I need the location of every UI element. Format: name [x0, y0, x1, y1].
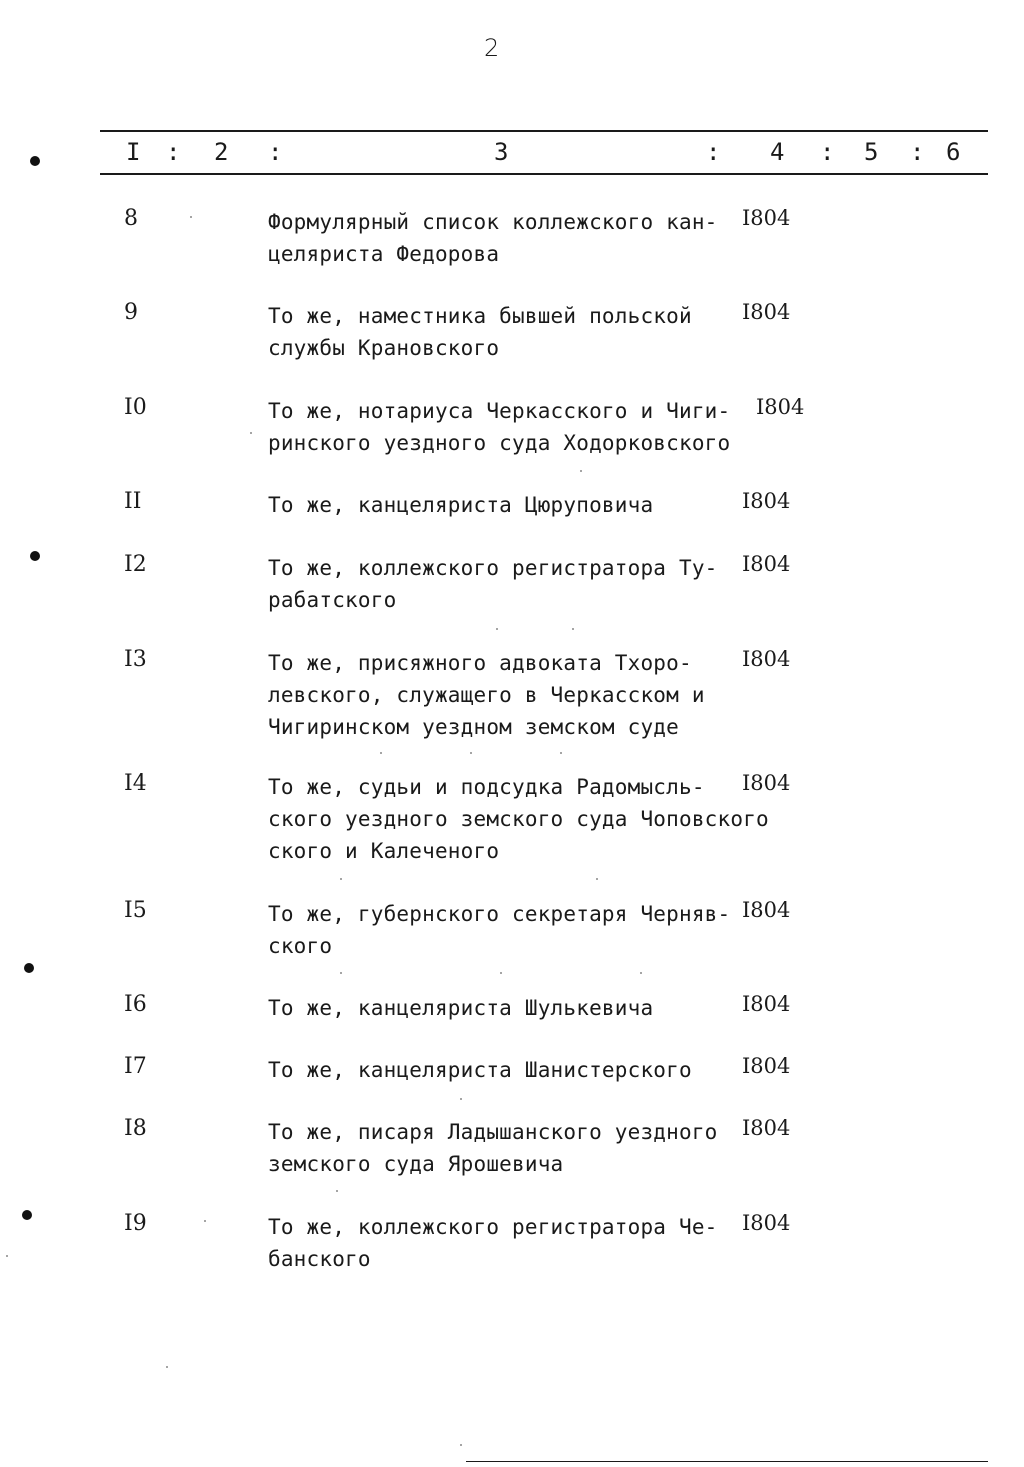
scan-speck	[470, 752, 472, 754]
row-year: I804	[742, 1054, 791, 1078]
row-number: I8	[124, 1116, 147, 1141]
scan-speck	[580, 470, 582, 472]
row-title-line: ского и Калеченого	[268, 839, 500, 863]
row-year: I804	[742, 1211, 791, 1235]
row-title-line: То же, присяжного адвоката Тхоро-	[268, 651, 692, 675]
header-separator: :	[820, 138, 835, 166]
row-year: I804	[742, 552, 791, 576]
row-title-line: Формулярный список коллежского кан-	[268, 210, 718, 234]
row-number: I4	[124, 771, 147, 796]
table-header-rule	[100, 173, 988, 175]
header-col-6: 6	[946, 138, 961, 166]
header-separator: :	[910, 138, 925, 166]
header-col-2: 2	[214, 138, 229, 166]
scan-speck	[596, 878, 598, 880]
scan-speck	[250, 432, 252, 434]
header-separator: :	[706, 138, 721, 166]
row-number: I7	[124, 1054, 147, 1079]
row-title-line: То же, канцеляриста Цюруповича	[268, 493, 654, 517]
row-title-line: левского, служащего в Черкасском и	[268, 683, 705, 707]
row-number: II	[124, 489, 142, 514]
row-year: I804	[742, 992, 791, 1016]
row-title	[268, 552, 738, 616]
row-title-line: То же, писаря Ладышанского уездного	[268, 1120, 718, 1144]
header-col-3: 3	[494, 138, 509, 166]
row-title	[268, 992, 738, 1024]
row-year: I804	[742, 898, 791, 922]
row-title	[268, 395, 738, 459]
header-separator: :	[268, 138, 283, 166]
row-title-line: То же, нотариуса Черкасского и Чиги-	[268, 399, 731, 423]
row-number: I6	[124, 992, 147, 1017]
scan-speck	[640, 972, 642, 974]
scan-speck	[166, 1366, 168, 1368]
scan-speck	[336, 1190, 338, 1192]
scan-speck	[460, 1444, 462, 1446]
row-number: I2	[124, 552, 147, 577]
row-title-line: ринского уездного суда Ходорковского	[268, 431, 731, 455]
header-col-5: 5	[864, 138, 879, 166]
row-number: I9	[124, 1211, 147, 1236]
row-number: I0	[124, 395, 147, 420]
row-year: I804	[742, 647, 791, 671]
header-col-1: I	[126, 138, 141, 166]
scan-speck	[460, 1098, 462, 1100]
row-title-line: То же, канцеляриста Шулькевича	[268, 996, 654, 1020]
scan-speck	[6, 1255, 8, 1257]
row-title-line: То же, коллежского регистратора Ту-	[268, 556, 718, 580]
scan-speck	[204, 1220, 206, 1222]
row-year: I804	[756, 395, 805, 419]
binder-hole-mark	[22, 1210, 32, 1220]
table-header	[0, 138, 1024, 168]
row-title-line: ского	[268, 934, 333, 958]
scan-speck	[496, 628, 498, 630]
row-title-line: службы Крановского	[268, 336, 500, 360]
row-number: I3	[124, 647, 147, 672]
header-col-4: 4	[770, 138, 785, 166]
row-year: I804	[742, 771, 791, 795]
page-number: 2	[484, 34, 500, 62]
row-number: 8	[124, 206, 138, 231]
binder-hole-mark	[30, 551, 40, 561]
binder-hole-mark	[30, 156, 40, 166]
row-title-line: То же, канцеляриста Шанистерского	[268, 1058, 692, 1082]
table-top-rule	[100, 130, 988, 132]
row-title-line: То же, наместника бывшей польской	[268, 304, 692, 328]
row-title-line: банского	[268, 1247, 371, 1271]
row-number: I5	[124, 898, 147, 923]
scan-speck	[500, 972, 502, 974]
row-title	[268, 1211, 738, 1275]
row-title	[268, 489, 738, 521]
scan-speck	[380, 752, 382, 754]
row-title-line: земского суда Ярошевича	[268, 1152, 564, 1176]
row-year: I804	[742, 1116, 791, 1140]
row-title-line: То же, коллежского регистратора Че-	[268, 1215, 718, 1239]
binder-hole-mark	[24, 963, 34, 973]
scan-speck	[560, 752, 562, 754]
row-title-line: Чигиринском уездном земском суде	[268, 715, 679, 739]
scan-speck	[340, 972, 342, 974]
row-number: 9	[124, 300, 138, 325]
row-title	[268, 898, 738, 962]
row-title-line: То же, судьи и подсудка Радомысль-	[268, 775, 705, 799]
row-title	[268, 647, 738, 743]
row-year: I804	[742, 206, 791, 230]
scan-speck	[340, 878, 342, 880]
row-year: I804	[742, 489, 791, 513]
footer-rule	[466, 1461, 988, 1462]
row-year: I804	[742, 300, 791, 324]
row-title-line: ского уездного земского суда Чоповского	[268, 807, 769, 831]
row-title	[268, 206, 738, 270]
row-title	[268, 1116, 738, 1180]
row-title	[268, 300, 738, 364]
row-title-line: целяриста Федорова	[268, 242, 500, 266]
row-title-line: То же, губернского секретаря Черняв-	[268, 902, 731, 926]
row-title-line: рабатского	[268, 588, 397, 612]
scan-speck	[572, 628, 574, 630]
scan-speck	[190, 216, 192, 218]
header-separator: :	[166, 138, 181, 166]
row-title	[268, 1054, 738, 1086]
